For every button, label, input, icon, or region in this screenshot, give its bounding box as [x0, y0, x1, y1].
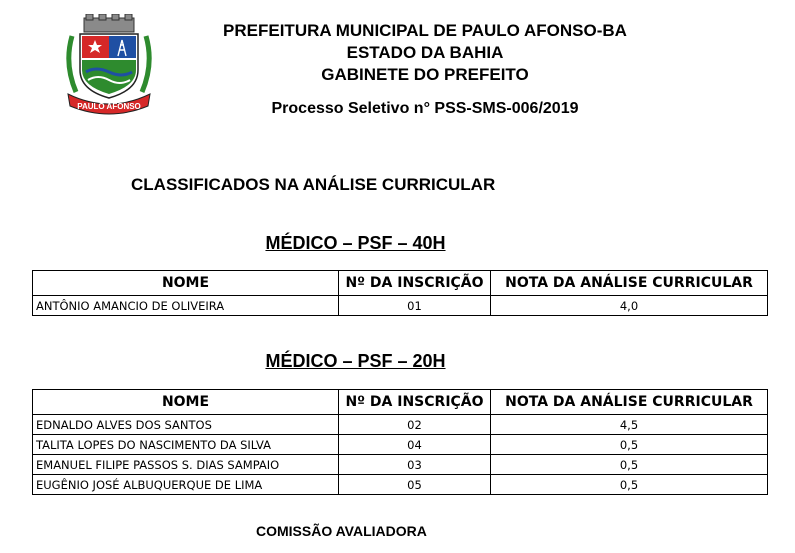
column-header-inscricao: Nº DA INSCRIÇÃO [339, 271, 491, 296]
table-header-row [33, 390, 768, 415]
table-row [33, 475, 768, 495]
cell-inscricao: 03 [339, 455, 491, 475]
section-title-20h: MÉDICO – PSF – 20H [265, 351, 446, 371]
crest-banner-text: PAULO AFONSO [77, 102, 141, 111]
cell-inscricao: 01 [339, 296, 491, 316]
cell-name: EUGÊNIO JOSÉ ALBUQUERQUE DE LIMA [33, 475, 339, 495]
cell-inscricao: 02 [339, 415, 491, 435]
column-header-name: NOME [33, 271, 339, 296]
results-table-40h [32, 270, 768, 316]
cell-nota: 0,5 [491, 435, 768, 455]
cell-name: TALITA LOPES DO NASCIMENTO DA SILVA [33, 435, 339, 455]
header-title: PREFEITURA MUNICIPAL DE PAULO AFONSO-BA [223, 21, 627, 40]
cell-nota: 0,5 [491, 455, 768, 475]
cell-name: EMANUEL FILIPE PASSOS S. DIAS SAMPAIO [33, 455, 339, 475]
column-header-nota: NOTA DA ANÁLISE CURRICULAR [491, 390, 768, 415]
evaluation-committee-label: COMISSÃO AVALIADORA [256, 523, 427, 539]
cell-inscricao: 05 [339, 475, 491, 495]
column-header-inscricao: Nº DA INSCRIÇÃO [339, 390, 491, 415]
column-header-name: NOME [33, 390, 339, 415]
cell-inscricao: 04 [339, 435, 491, 455]
cell-nota: 4,5 [491, 415, 768, 435]
page-heading: CLASSIFICADOS NA ANÁLISE CURRICULAR [131, 175, 496, 194]
cell-nota: 4,0 [491, 296, 768, 316]
table-header-row [33, 271, 768, 296]
table-row [33, 415, 768, 435]
cell-name: ANTÔNIO AMANCIO DE OLIVEIRA [33, 296, 339, 316]
table-row [33, 435, 768, 455]
header-state: ESTADO DA BAHIA [346, 43, 504, 62]
table-row [33, 455, 768, 475]
cell-nota: 0,5 [491, 475, 768, 495]
header-office: GABINETE DO PREFEITO [321, 65, 529, 84]
table-row [33, 296, 768, 316]
section-title-40h: MÉDICO – PSF – 40H [265, 233, 446, 253]
cell-name: EDNALDO ALVES DOS SANTOS [33, 415, 339, 435]
column-header-nota: NOTA DA ANÁLISE CURRICULAR [491, 271, 768, 296]
municipal-coat-of-arms [62, 14, 156, 116]
results-table-20h [32, 389, 768, 495]
process-number: Processo Seletivo n° PSS-SMS-006/2019 [271, 100, 579, 117]
